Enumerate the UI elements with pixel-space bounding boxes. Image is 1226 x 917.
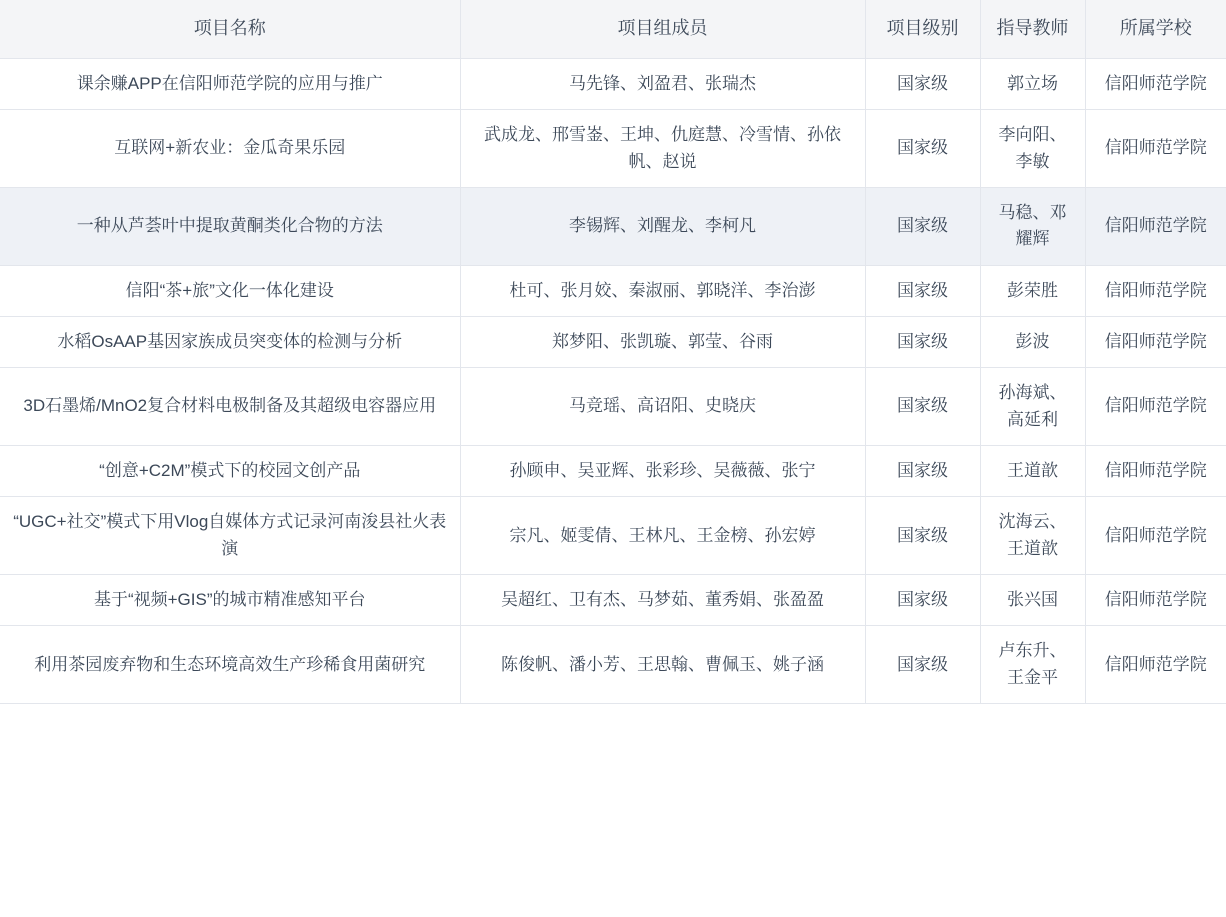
cell-project-name: “UGC+社交”模式下用Vlog自媒体方式记录河南浚县社火表演: [0, 497, 460, 575]
table-row: [0, 445, 1226, 496]
cell-advisor: 彭荣胜: [980, 265, 1085, 316]
cell-project-members: 郑梦阳、张凯璇、郭莹、谷雨: [460, 316, 865, 367]
cell-project-name: 3D石墨烯/MnO2复合材料电极制备及其超级电容器应用: [0, 368, 460, 446]
table-row: [0, 187, 1226, 265]
cell-project-members: 吴超红、卫有杰、马梦茹、董秀娟、张盈盈: [460, 575, 865, 626]
table-row: [0, 110, 1226, 188]
cell-school: 信阳师范学院: [1085, 368, 1226, 446]
cell-advisor: 王道歆: [980, 445, 1085, 496]
cell-advisor: 孙海斌、高延利: [980, 368, 1085, 446]
cell-project-level: 国家级: [865, 316, 980, 367]
table-row: [0, 575, 1226, 626]
cell-project-level: 国家级: [865, 445, 980, 496]
cell-advisor: 沈海云、王道歆: [980, 497, 1085, 575]
cell-project-members: 武成龙、邢雪崟、王坤、仇庭慧、冷雪情、孙依帆、赵说: [460, 110, 865, 188]
cell-project-name: 信阳“茶+旅”文化一体化建设: [0, 265, 460, 316]
cell-project-members: 宗凡、姬雯倩、王林凡、王金榜、孙宏婷: [460, 497, 865, 575]
cell-advisor: 彭波: [980, 316, 1085, 367]
table-body: [0, 58, 1226, 703]
column-header-school: 所属学校: [1085, 0, 1226, 58]
cell-project-members: 马竞瑶、高诏阳、史晓庆: [460, 368, 865, 446]
cell-advisor: 马稳、邓耀辉: [980, 187, 1085, 265]
cell-project-name: 水稻OsAAP基因家族成员突变体的检测与分析: [0, 316, 460, 367]
cell-advisor: 张兴国: [980, 575, 1085, 626]
cell-project-level: 国家级: [865, 187, 980, 265]
cell-project-members: 马先锋、刘盈君、张瑞杰: [460, 58, 865, 109]
cell-school: 信阳师范学院: [1085, 58, 1226, 109]
cell-school: 信阳师范学院: [1085, 445, 1226, 496]
cell-project-name: 课余赚APP在信阳师范学院的应用与推广: [0, 58, 460, 109]
table-row: [0, 626, 1226, 704]
table-row: [0, 368, 1226, 446]
column-header-project-level: 项目级别: [865, 0, 980, 58]
cell-project-level: 国家级: [865, 575, 980, 626]
cell-school: 信阳师范学院: [1085, 575, 1226, 626]
cell-project-members: 陈俊帆、潘小芳、王思翰、曹佩玉、姚子涵: [460, 626, 865, 704]
cell-advisor: 卢东升、王金平: [980, 626, 1085, 704]
table-row: [0, 497, 1226, 575]
cell-project-name: “创意+C2M”模式下的校园文创产品: [0, 445, 460, 496]
cell-project-name: 基于“视频+GIS”的城市精准感知平台: [0, 575, 460, 626]
cell-project-level: 国家级: [865, 58, 980, 109]
table-row: [0, 265, 1226, 316]
cell-project-level: 国家级: [865, 368, 980, 446]
column-header-advisor: 指导教师: [980, 0, 1085, 58]
cell-school: 信阳师范学院: [1085, 265, 1226, 316]
cell-advisor: 李向阳、李敏: [980, 110, 1085, 188]
table-header-row: [0, 0, 1226, 58]
table-row: [0, 58, 1226, 109]
cell-project-members: 孙顾申、吴亚辉、张彩珍、吴薇薇、张宁: [460, 445, 865, 496]
cell-project-members: 李锡辉、刘醒龙、李柯凡: [460, 187, 865, 265]
cell-project-name: 互联网+新农业：金瓜奇果乐园: [0, 110, 460, 188]
cell-school: 信阳师范学院: [1085, 187, 1226, 265]
cell-school: 信阳师范学院: [1085, 110, 1226, 188]
cell-school: 信阳师范学院: [1085, 626, 1226, 704]
cell-project-level: 国家级: [865, 626, 980, 704]
cell-project-members: 杜可、张月姣、秦淑丽、郭晓洋、李治澎: [460, 265, 865, 316]
cell-school: 信阳师范学院: [1085, 316, 1226, 367]
cell-advisor: 郭立场: [980, 58, 1085, 109]
table-header: [0, 0, 1226, 58]
cell-project-name: 一种从芦荟叶中提取黄酮类化合物的方法: [0, 187, 460, 265]
column-header-project-members: 项目组成员: [460, 0, 865, 58]
cell-project-level: 国家级: [865, 110, 980, 188]
column-header-project-name: 项目名称: [0, 0, 460, 58]
cell-project-name: 利用茶园废弃物和生态环境高效生产珍稀食用菌研究: [0, 626, 460, 704]
cell-project-level: 国家级: [865, 265, 980, 316]
cell-project-level: 国家级: [865, 497, 980, 575]
cell-school: 信阳师范学院: [1085, 497, 1226, 575]
table-row: [0, 316, 1226, 367]
